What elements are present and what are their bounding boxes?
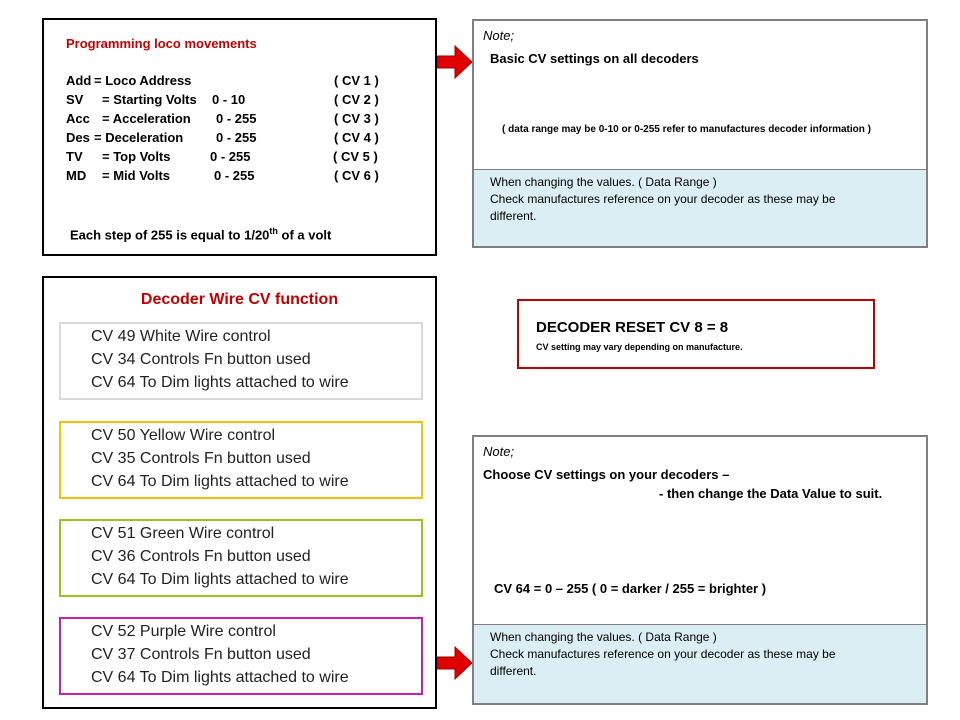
prog-abbr: SV (66, 92, 84, 107)
panel-line: different. (490, 209, 537, 223)
wire-line: CV 36 Controls Fn button used (91, 548, 311, 565)
prog-cv: ( CV 2 ) (334, 92, 379, 107)
reset-subtitle: CV setting may vary depending on manufacture. (536, 342, 743, 352)
prog-desc: = Loco Address (94, 73, 192, 88)
note-basic-cv (472, 19, 928, 248)
prog-row-deceleration (66, 130, 396, 148)
footer-text: Each step of 255 is equal to 1/20 (70, 227, 270, 243)
prog-desc: = Top Volts (102, 149, 171, 164)
prog-abbr: Add (66, 73, 92, 88)
wire-group-purple (59, 617, 423, 695)
note-panel (474, 624, 926, 703)
wire-line: CV 64 To Dim lights attached to wire (91, 374, 349, 391)
cv64-range: CV 64 = 0 – 255 ( 0 = darker / 255 = brighter ) (494, 581, 767, 596)
prog-range: 0 - 255 (216, 111, 257, 126)
wire-line: CV 64 To Dim lights attached to wire (91, 571, 349, 588)
note-line: Choose CV settings on your decoders – (483, 467, 730, 482)
prog-desc: = Acceleration (102, 111, 191, 126)
prog-desc: = Starting Volts (102, 92, 197, 107)
panel-line: different. (490, 664, 537, 678)
footer-superscript: th (269, 226, 278, 236)
prog-desc: = Mid Volts (102, 168, 171, 183)
prog-range: 0 - 255 (216, 130, 257, 145)
wire-group-yellow (59, 421, 423, 499)
panel-line: When changing the values. ( Data Range ) (490, 630, 717, 644)
prog-abbr: Acc (66, 111, 90, 126)
prog-row-acceleration (66, 111, 396, 129)
wire-line: CV 34 Controls Fn button used (91, 351, 311, 368)
wire-line: CV 35 Controls Fn button used (91, 450, 311, 467)
prog-row-top-volts (66, 149, 396, 167)
prog-abbr: MD (66, 168, 87, 183)
programming-box (42, 18, 437, 256)
wire-line: CV 52 Purple Wire control (91, 623, 276, 640)
arrow-right-icon (437, 645, 473, 681)
prog-cv: ( CV 4 ) (334, 130, 379, 145)
panel-line: When changing the values. ( Data Range ) (490, 175, 717, 189)
prog-row-starting-volts (66, 92, 396, 110)
prog-abbr: Des (66, 130, 90, 145)
data-range-note: ( data range may be 0-10 or 0-255 refer to manufactures decoder information ) (502, 124, 871, 135)
note-panel (474, 169, 926, 246)
prog-cv: ( CV 5 ) (333, 149, 378, 164)
prog-row-mid-volts (66, 168, 396, 186)
wire-line: CV 64 To Dim lights attached to wire (91, 669, 349, 686)
reset-title: DECODER RESET CV 8 = 8 (536, 319, 729, 336)
decoder-wire-box (42, 276, 437, 709)
note-heading: Basic CV settings on all decoders (490, 51, 699, 66)
wire-line: CV 50 Yellow Wire control (91, 427, 276, 444)
note-line: - then change the Data Value to suit. (659, 486, 883, 501)
prog-cv: ( CV 1 ) (334, 73, 379, 88)
wire-group-green (59, 519, 423, 597)
panel-line: Check manufactures reference on your decoder as these may be (490, 647, 836, 661)
prog-desc: = Deceleration (94, 130, 184, 145)
decoder-reset-box (517, 299, 875, 369)
prog-range: 0 - 255 (214, 168, 255, 183)
note-label: Note; (483, 444, 515, 459)
prog-cv: ( CV 6 ) (334, 168, 379, 183)
prog-row-address (66, 73, 396, 91)
arrow-right-icon (437, 44, 473, 80)
wire-line: CV 64 To Dim lights attached to wire (91, 473, 349, 490)
wire-line: CV 37 Controls Fn button used (91, 646, 311, 663)
panel-line: Check manufactures reference on your decoder as these may be (490, 192, 836, 206)
wire-line: CV 51 Green Wire control (91, 525, 275, 542)
note-label: Note; (483, 28, 515, 43)
note-choose-cv (472, 435, 928, 705)
prog-range: 0 - 10 (212, 92, 246, 107)
wire-title: Decoder Wire CV function (140, 291, 339, 308)
footer-text-end: of a volt (277, 227, 332, 243)
prog-range: 0 - 255 (210, 149, 251, 164)
programming-title: Programming loco movements (66, 36, 257, 51)
programming-footer (70, 226, 331, 242)
wire-group-white (59, 322, 423, 400)
wire-line: CV 49 White Wire control (91, 328, 271, 345)
prog-abbr: TV (66, 149, 83, 164)
prog-cv: ( CV 3 ) (334, 111, 379, 126)
